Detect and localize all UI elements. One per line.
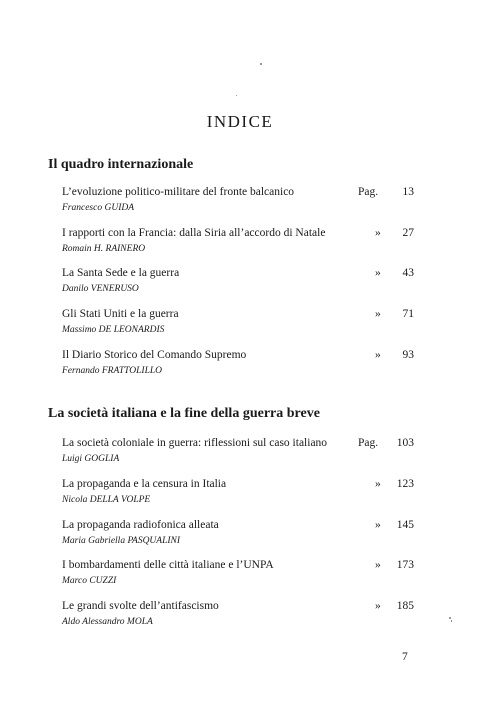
entry-page-number: 43 xyxy=(402,267,414,279)
entry-author: Nicola DELLA VOLPE xyxy=(62,495,151,505)
entry-title: La società coloniale in guerra: riflessioni sul caso italiano xyxy=(62,437,328,449)
scan-speck xyxy=(260,63,262,65)
entry-title: Gli Stati Uniti e la guerra xyxy=(62,308,179,320)
toc-entry xyxy=(62,267,414,303)
toc-entry xyxy=(62,437,414,473)
entry-page-marker: » xyxy=(375,267,381,279)
entry-author: Marco CUZZI xyxy=(62,576,117,586)
entry-author: Fernando FRATTOLILLO xyxy=(62,366,163,376)
toc-entry xyxy=(62,600,414,636)
entry-page-marker: » xyxy=(375,308,381,320)
entry-page-marker: Pag. xyxy=(358,437,379,449)
toc-entry xyxy=(62,308,414,344)
entry-page-number: 145 xyxy=(396,519,414,531)
entry-page-marker: » xyxy=(375,600,381,612)
page-number: 7 xyxy=(402,651,408,663)
entry-page-number: 103 xyxy=(396,437,414,449)
entry-page-number: 185 xyxy=(396,600,414,612)
toc-entry xyxy=(62,478,414,514)
scan-speck xyxy=(451,620,452,622)
entry-author: Aldo Alessandro MOLA xyxy=(62,617,153,627)
toc-entry xyxy=(62,349,414,385)
entry-title: La propaganda radiofonica alleata xyxy=(62,519,219,531)
entry-page-marker: » xyxy=(375,227,381,239)
entry-page-number: 27 xyxy=(402,227,414,239)
entry-page-marker: » xyxy=(375,559,381,571)
toc-entry xyxy=(62,186,414,222)
toc-entry xyxy=(62,559,414,595)
section-heading-international: Il quadro internazionale xyxy=(48,157,194,172)
toc-entry xyxy=(62,519,414,555)
entry-author: Massimo DE LEONARDIS xyxy=(62,325,165,335)
scan-speck xyxy=(236,95,237,96)
entry-title: La Santa Sede e la guerra xyxy=(62,267,180,279)
entry-page-number: 123 xyxy=(396,478,414,490)
section-heading-italian-society: La società italiana e la fine della guerra breve xyxy=(48,406,320,421)
entry-title: Il Diario Storico del Comando Supremo xyxy=(62,349,247,361)
entry-page-marker: » xyxy=(375,478,381,490)
entry-author: Romain H. RAINERO xyxy=(62,244,146,254)
entry-page-marker: Pag. xyxy=(358,186,379,198)
entry-title: L’evoluzione politico-militare del fronte balcanico xyxy=(62,186,295,198)
entry-page-number: 93 xyxy=(402,349,414,361)
entry-title: I rapporti con la Francia: dalla Siria all’accordo di Natale xyxy=(62,227,326,239)
entry-author: Luigi GOGLIA xyxy=(62,454,120,464)
toc-entry xyxy=(62,227,414,263)
entry-page-number: 13 xyxy=(402,186,414,198)
entry-page-number: 173 xyxy=(396,559,414,571)
entry-title: La propaganda e la censura in Italia xyxy=(62,478,227,490)
entry-page-marker: » xyxy=(375,349,381,361)
entry-page-number: 71 xyxy=(402,308,414,320)
scan-speck xyxy=(449,617,451,619)
entry-author: Francesco GUIDA xyxy=(62,203,135,213)
entry-page-marker: » xyxy=(375,519,381,531)
entry-title: Le grandi svolte dell’antifascismo xyxy=(62,600,219,612)
entry-author: Danilo VENERUSO xyxy=(62,284,139,294)
page-title: INDICE xyxy=(206,112,274,131)
entry-author: Maria Gabriella PASQUALINI xyxy=(62,536,181,546)
entry-title: I bombardamenti delle città italiane e l’UNPA xyxy=(62,559,274,571)
